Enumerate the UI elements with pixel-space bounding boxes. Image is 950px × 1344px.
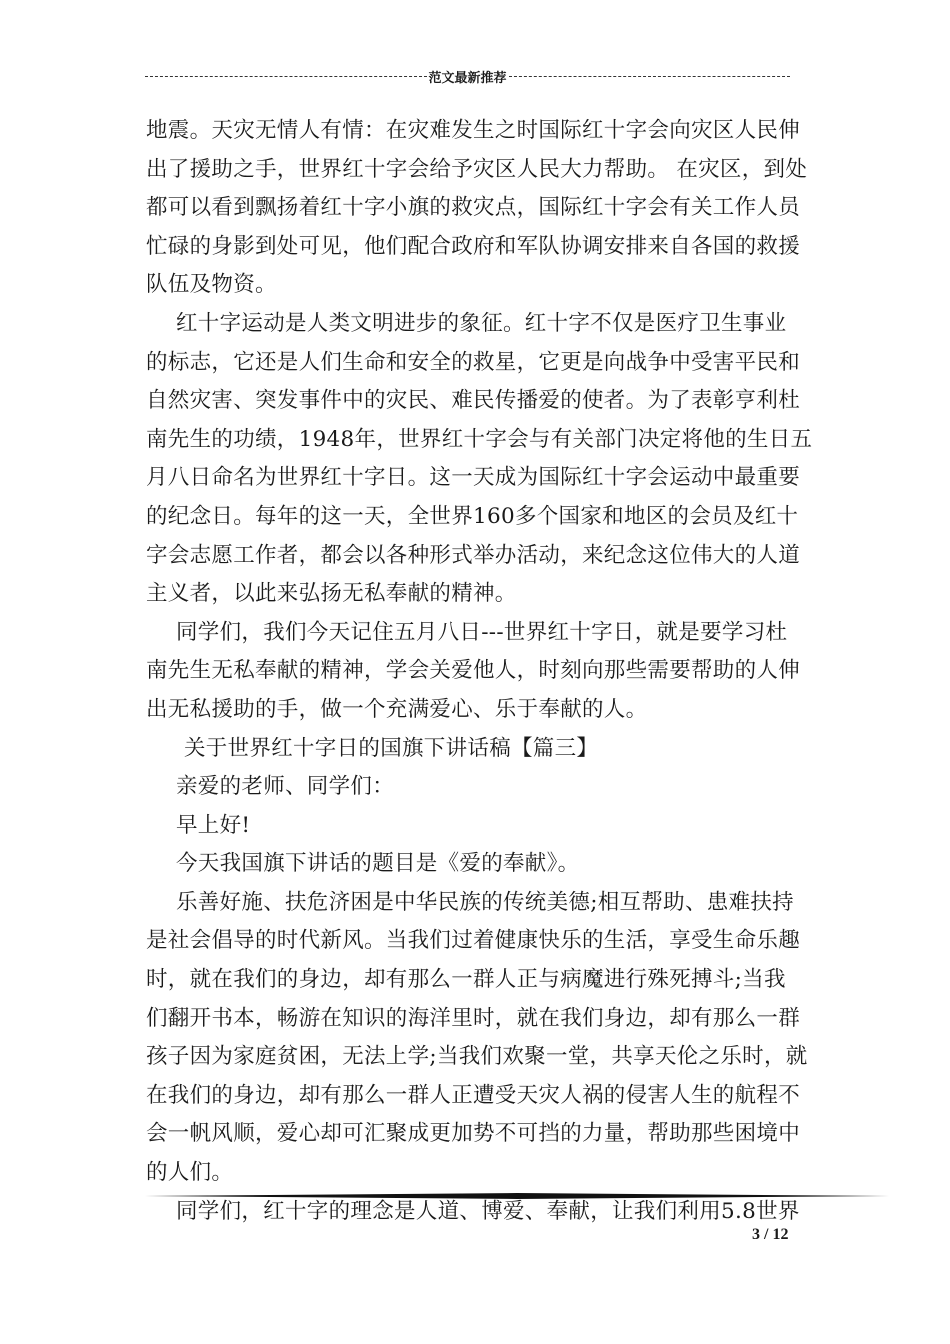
text-line: 的标志，它还是人们生命和安全的救星，它更是向战争中受害平民和 (146, 349, 801, 375)
page-header (145, 66, 790, 86)
text-line: 队伍及物资。 (146, 272, 277, 298)
text-line: 自然灾害、突发事件中的灾民、难民传播爱的使者。为了表彰亨利杜 (146, 388, 801, 414)
text-line: 红十字运动是人类文明进步的象征。红十字不仅是医疗卫生事业 (176, 310, 787, 336)
page-number: 3 / 12 (752, 1226, 789, 1243)
text-line: 地震。天灾无情人有情：在灾难发生之时国际红十字会向灾区人民伸 (146, 118, 801, 143)
text-line: 在我们的身边，却有那么一群人正遭受天灾人祸的侵害人生的航程不 (146, 1082, 801, 1108)
document-body (146, 112, 811, 1231)
text-line: 出无私援助的手，做一个充满爱心、乐于奉献的人。 (146, 696, 648, 722)
text-line: 是社会倡导的时代新风。当我们过着健康快乐的生活，享受生命乐趣 (146, 928, 801, 954)
header-dash-right (509, 76, 791, 77)
text-line: 字会志愿工作者，都会以各种形式举办活动，来纪念这位伟大的人道 (146, 542, 801, 568)
text-line: 孩子因为家庭贫困，无法上学;当我们欢聚一堂，共享天伦之乐时，就 (146, 1044, 808, 1070)
text-line: 的人们。 (146, 1160, 234, 1186)
text-line: 南先生无私奉献的精神，学会关爱他人，时刻向那些需要帮助的人伸 (146, 658, 801, 684)
text-line: 忙碌的身影到处可见，他们配合政府和军队协调安排来自各国的救援 (146, 233, 801, 259)
text-line: 早上好! (176, 812, 251, 838)
text-line: 今天我国旗下讲话的题目是《爱的奉献》。 (176, 851, 580, 877)
text-line: 南先生的功绩，1948年，世界红十字会与有关部门决定将他的生日五 (146, 426, 813, 452)
footer-rule (145, 1193, 889, 1199)
header-title: 范文最新推荐 (428, 70, 507, 86)
text-line: 亲爱的老师、同学们： (176, 774, 395, 800)
text-line: 同学们，红十字的理念是人道、博爱、奉献，让我们利用5.8世界 (176, 1198, 800, 1224)
text-line: 时，就在我们的身边，却有那么一群人正与病魔进行殊死搏斗;当我 (146, 967, 786, 993)
text-line: 主义者，以此来弘扬无私奉献的精神。 (146, 581, 517, 607)
text-line: 月八日命名为世界红十字日。这一天成为国际红十字会运动中最重要 (146, 465, 801, 491)
text-line: 同学们，我们今天记住五月八日---世界红十字日，就是要学习杜 (176, 619, 788, 645)
text-line: 乐善好施、扶危济困是中华民族的传统美德;相互帮助、患难扶持 (176, 889, 794, 915)
text-line: 出了援助之手，世界红十字会给予灾区人民大力帮助。 在灾区，到处 (146, 156, 808, 182)
text-line: 都可以看到飘扬着红十字小旗的救灾点，国际红十字会有关工作人员 (146, 195, 801, 221)
text-line: 的纪念日。每年的这一天，全世界160多个国家和地区的会员及红十 (146, 503, 799, 529)
text-line: 们翻开书本，畅游在知识的海洋里时，就在我们身边，却有那么一群 (146, 1005, 801, 1031)
header-dash-left (145, 76, 427, 77)
section-heading: 关于世界红十字日的国旗下讲话稿【篇三】 (184, 735, 599, 761)
text-line: 会一帆风顺，爱心却可汇聚成更加势不可挡的力量，帮助那些困境中 (146, 1121, 801, 1147)
